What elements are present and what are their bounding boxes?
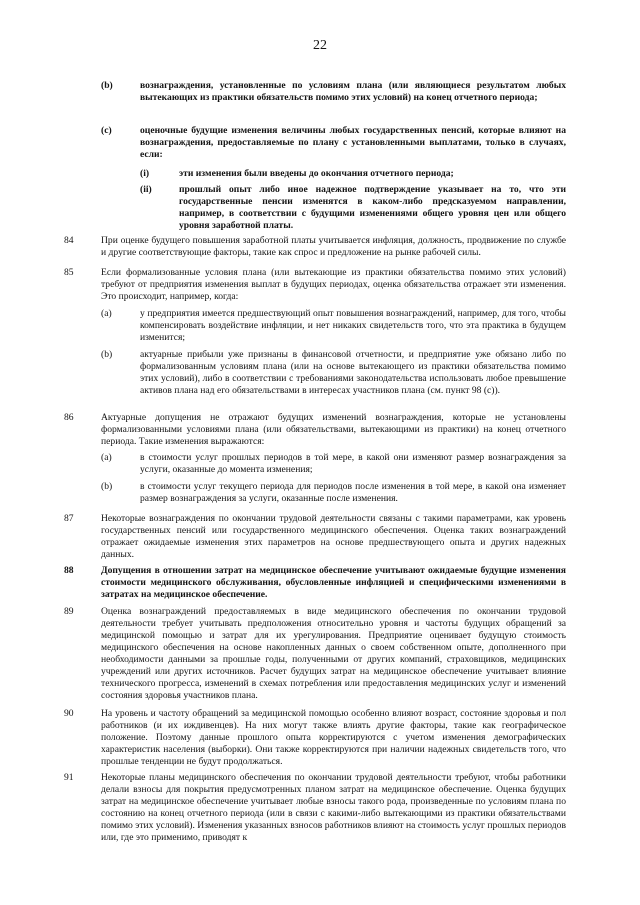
list-label: (a) [101,452,112,463]
paragraph-number: 84 [64,235,74,246]
paragraph-text: Некоторые планы медицинского обеспечения по окончании трудовой деятельности требуют, чтобы работники делали взносы для покрытия предусмотренных планом затрат на медицинское обеспечение. Оценка будущих затрат на медицинское обеспечение учитывает любые взносы такого рода, произведенные по условиям плана по состоянию на конец отчетного периода (или в связи с какими-либо вытекающими из практики обязательствами помимо этих условий). Изменения указанных взносов работников влияют на стоимость услуг прошлых периодов или, где это применимо, приводят к [101,772,566,843]
sublist-text: прошлый опыт либо иное надежное подтверждение указывает на то, что эти государственные пенсии изменятся в каком-либо предсказуемом направлении, например, в соответствии с будущими изменениями общего уровня цен или общего уровня заработной платы. [179,184,566,231]
list-text: актуарные прибыли уже признаны в финансовой отчетности, и предприятие уже обязано либо по формализованным условиям плана (или на основе вытекающего из практики обязательства помимо этих условий), либо в соответствии с требованиями законодательства использовать любое превышение активов плана над его обязательствами в интересах участников плана (см. пункт 98 (c)). [140,349,566,396]
sublist-text: эти изменения были введены до окончания отчетного периода; [179,168,454,179]
paragraph-number: 91 [64,772,74,783]
paragraph-number: 85 [64,267,74,278]
paragraph-text: Если формализованные условия плана (или вытекающие из практики обязательства помимо этих условий) требуют от предприятия изменения выплат в будущих периодах, оценка обязательства отражает эти изменения. Это происходит, например, когда: [101,267,566,302]
list-text: у предприятия имеется предшествующий опыт повышения вознаграждений, например, для того, чтобы компенсировать воздействие инфляции, и нет никаких свидетельств того, что эта практика в будущем изменится; [140,308,566,343]
paragraph-number: 90 [64,708,74,719]
list-text: в стоимости услуг прошлых периодов в той мере, в какой они изменяют размер вознаграждения за услуги, оказанные до момента изменения; [140,452,566,475]
paragraph-number: 86 [64,412,74,423]
list-label: (c) [101,125,112,136]
paragraph-text: На уровень и частоту обращений за медицинской помощью особенно влияют возраст, состояние здоровья и пол работников (и их иждивенцев). На них могут также влиять другие факторы, такие как географическое положение. Поэтому данные прошлого опыта корректируются с учетом изменения демографических характеристик населения (выборки). Они также корректируются при наличии надежных свидетельств того, что прошлые тенденции не будут продолжаться. [101,708,566,767]
sublist-label: (ii) [140,184,152,195]
list-text: в стоимости услуг текущего периода для периодов после изменения в той мере, в какой она изменяет размер вознаграждения за услуги, оказанные после изменения. [140,481,566,504]
list-label: (a) [101,308,112,319]
sublist-label: (i) [140,168,150,179]
list-label: (b) [101,80,113,91]
paragraph-text: Некоторые вознаграждения по окончании трудовой деятельности связаны с такими параметрами, как уровень государственных пенсий или государственного медицинского обеспечения. Оценка таких вознаграждений отражает ожидаемые изменения этих параметров на основе предшествующего опыта и других надежных данных. [101,513,566,560]
paragraph-number: 89 [64,606,74,617]
list-text: вознаграждения, установленные по условиям плана (или являющиеся результатом любых вытекающих из практики обязательств помимо этих условий) на конец отчетного периода; [140,80,566,103]
paragraph-text: Актуарные допущения не отражают будущих изменений вознаграждения, которые не установлены формализованными условиями плана (или обязательствами, вытекающими из практики) на конец отчетного периода. Такие изменения выражаются: [101,412,566,447]
paragraph-text: Оценка вознаграждений предоставляемых в виде медицинского обеспечения по окончании трудовой деятельности требует учитывать предположения относительно уровня и частоты будущих обращений за медицинской помощью и затрат для их урегулирования. Предприятие оценивает будущую стоимость медицинского обеспечения на основе накопленных данных о своем собственном опыте, дополненного при необходимости данными за прошлые годы, полученными от других компаний, страховщиков, медицинских учреждений или других источников. Расчет будущих затрат на медицинское обеспечение учитывает влияние технического прогресса, изменений в схемах потребления или предоставления медицинских услуг и изменений состояния здоровья участников плана. [101,606,566,701]
paragraph-text: Допущения в отношении затрат на медицинское обеспечение учитывают ожидаемые будущие изменения стоимости медицинского обслуживания, обусловленные инфляцией и специфическими изменениями в затратах на медицинское обеспечение. [101,565,566,600]
paragraph-number: 87 [64,513,74,524]
page-number: 22 [313,38,327,53]
list-label: (b) [101,481,113,492]
paragraph-text: При оценке будущего повышения заработной платы учитывается инфляция, должность, продвижение по службе и другие соответствующие факторы, такие как спрос и предложение на рынке рабочей силы. [101,235,566,258]
list-text: оценочные будущие изменения величины любых государственных пенсий, которые влияют на вознаграждения, предоставляемые по плану с установленными выплатами, только в случаях, если: [140,125,566,160]
list-label: (b) [101,349,113,360]
paragraph-number: 88 [64,565,74,576]
